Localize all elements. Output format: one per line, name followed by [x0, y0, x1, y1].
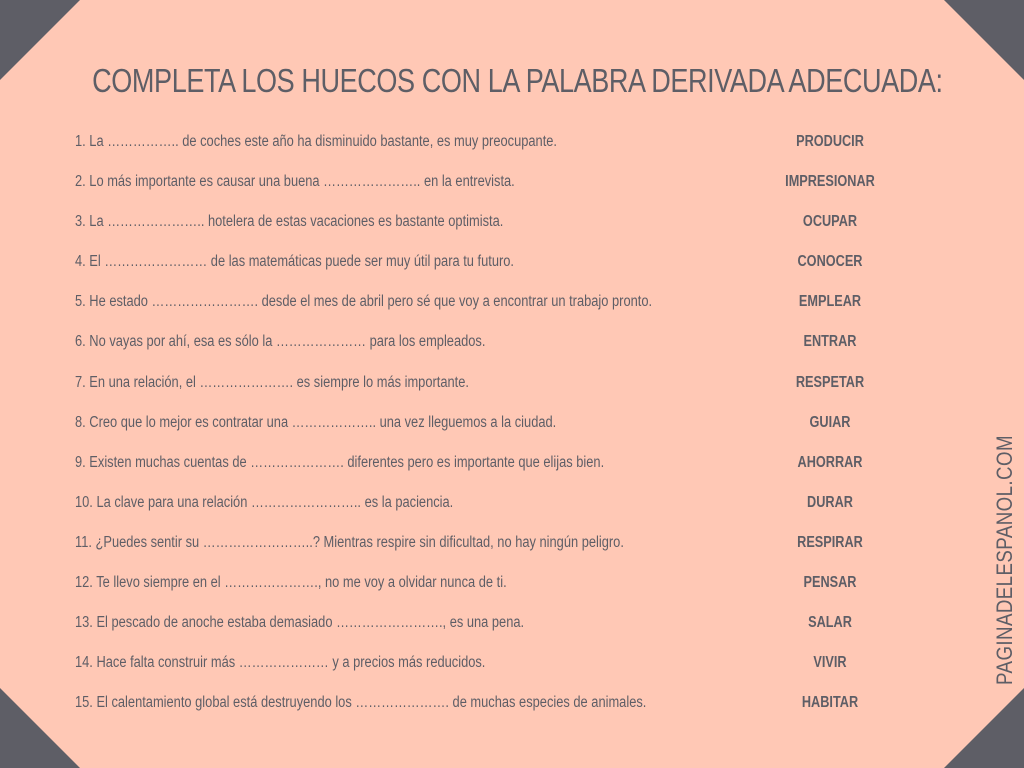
- corner-decoration-bottom-left: [0, 688, 80, 768]
- base-word: AHORRAR: [797, 453, 863, 471]
- base-word: CONOCER: [797, 253, 863, 271]
- base-word: HABITAR: [801, 694, 859, 712]
- exercise-item-4: [75, 251, 935, 291]
- exercise-item-12: [75, 572, 935, 612]
- exercise-sentence: 12. Te llevo siempre en el …………………., no me voy a olvidar nunca de ti.: [75, 574, 507, 592]
- base-word: GUIAR: [809, 413, 851, 431]
- base-word: PRODUCIR: [796, 133, 864, 150]
- exercise-item-3: [75, 211, 935, 251]
- exercise-sentence: 1. La …………….. de coches este año ha disminuido bastante, es muy preocupante.: [75, 133, 557, 150]
- base-word: OCUPAR: [802, 213, 858, 231]
- page-title: COMPLETA LOS HUECOS CON LA PALABRA DERIVADA ADECUADA:: [92, 62, 943, 100]
- base-word: ENTRAR: [803, 333, 857, 351]
- base-word: RESPETAR: [795, 373, 865, 391]
- exercise-sentence: 2. Lo más importante es causar una buena ………………….. en la entrevista.: [75, 173, 515, 191]
- base-word: RESPIRAR: [797, 533, 863, 551]
- base-word: IMPRESIONAR: [785, 173, 875, 191]
- base-word: EMPLEAR: [798, 293, 862, 311]
- exercise-sentence: 14. Hace falta construir más ………………… y a precios más reducidos.: [75, 654, 486, 672]
- exercise-item-2: [75, 171, 935, 211]
- base-word: SALAR: [808, 614, 852, 632]
- exercise-item-15: [75, 692, 935, 732]
- exercise-item-6: [75, 331, 935, 371]
- exercise-sentence: 6. No vayas por ahí, esa es sólo la ………………… para los empleados.: [75, 333, 486, 351]
- exercise-item-14: [75, 652, 935, 692]
- exercise-sentence: 5. He estado ……………………. desde el mes de abril pero sé que voy a encontrar un trabajo pronto.: [75, 293, 653, 311]
- exercise-item-10: [75, 492, 935, 532]
- exercise-item-1: [75, 131, 935, 171]
- exercise-sentence: 3. La ………………….. hotelera de estas vacaciones es bastante optimista.: [75, 213, 504, 231]
- base-word: PENSAR: [803, 574, 857, 592]
- exercise-list: [75, 131, 935, 732]
- exercise-item-9: [75, 452, 935, 492]
- exercise-sentence: 4. El …………………… de las matemáticas puede ser muy útil para tu futuro.: [75, 253, 515, 271]
- base-word: VIVIR: [813, 654, 847, 672]
- base-word: DURAR: [807, 493, 853, 511]
- corner-decoration-bottom-right: [944, 688, 1024, 768]
- exercise-item-8: [75, 412, 935, 452]
- exercise-sentence: 15. El calentamiento global está destruyendo los …………………. de muchas especies de animales.: [75, 694, 647, 712]
- exercise-item-13: [75, 612, 935, 652]
- website-label: PAGINADELESPANOL.COM: [992, 435, 1017, 685]
- exercise-sentence: 7. En una relación, el …………………. es siempre lo más importante.: [75, 373, 469, 391]
- exercise-sentence: 9. Existen muchas cuentas de …………………. diferentes pero es importante que elijas bien.: [75, 453, 605, 471]
- exercise-item-5: [75, 291, 935, 331]
- exercise-sentence: 10. La clave para una relación …………………….. es la paciencia.: [75, 493, 454, 511]
- exercise-sentence: 13. El pescado de anoche estaba demasiado ……………………., es una pena.: [75, 614, 525, 632]
- corner-decoration-top-right: [944, 0, 1024, 80]
- exercise-sentence: 11. ¿Puedes sentir su ……………………..? Mientras respire sin dificultad, no hay ningún peligro.: [75, 533, 624, 551]
- exercise-sentence: 8. Creo que lo mejor es contratar una ……………….. una vez lleguemos a la ciudad.: [75, 413, 557, 431]
- exercise-item-11: [75, 532, 935, 572]
- corner-decoration-top-left: [0, 0, 80, 80]
- exercise-item-7: [75, 372, 935, 412]
